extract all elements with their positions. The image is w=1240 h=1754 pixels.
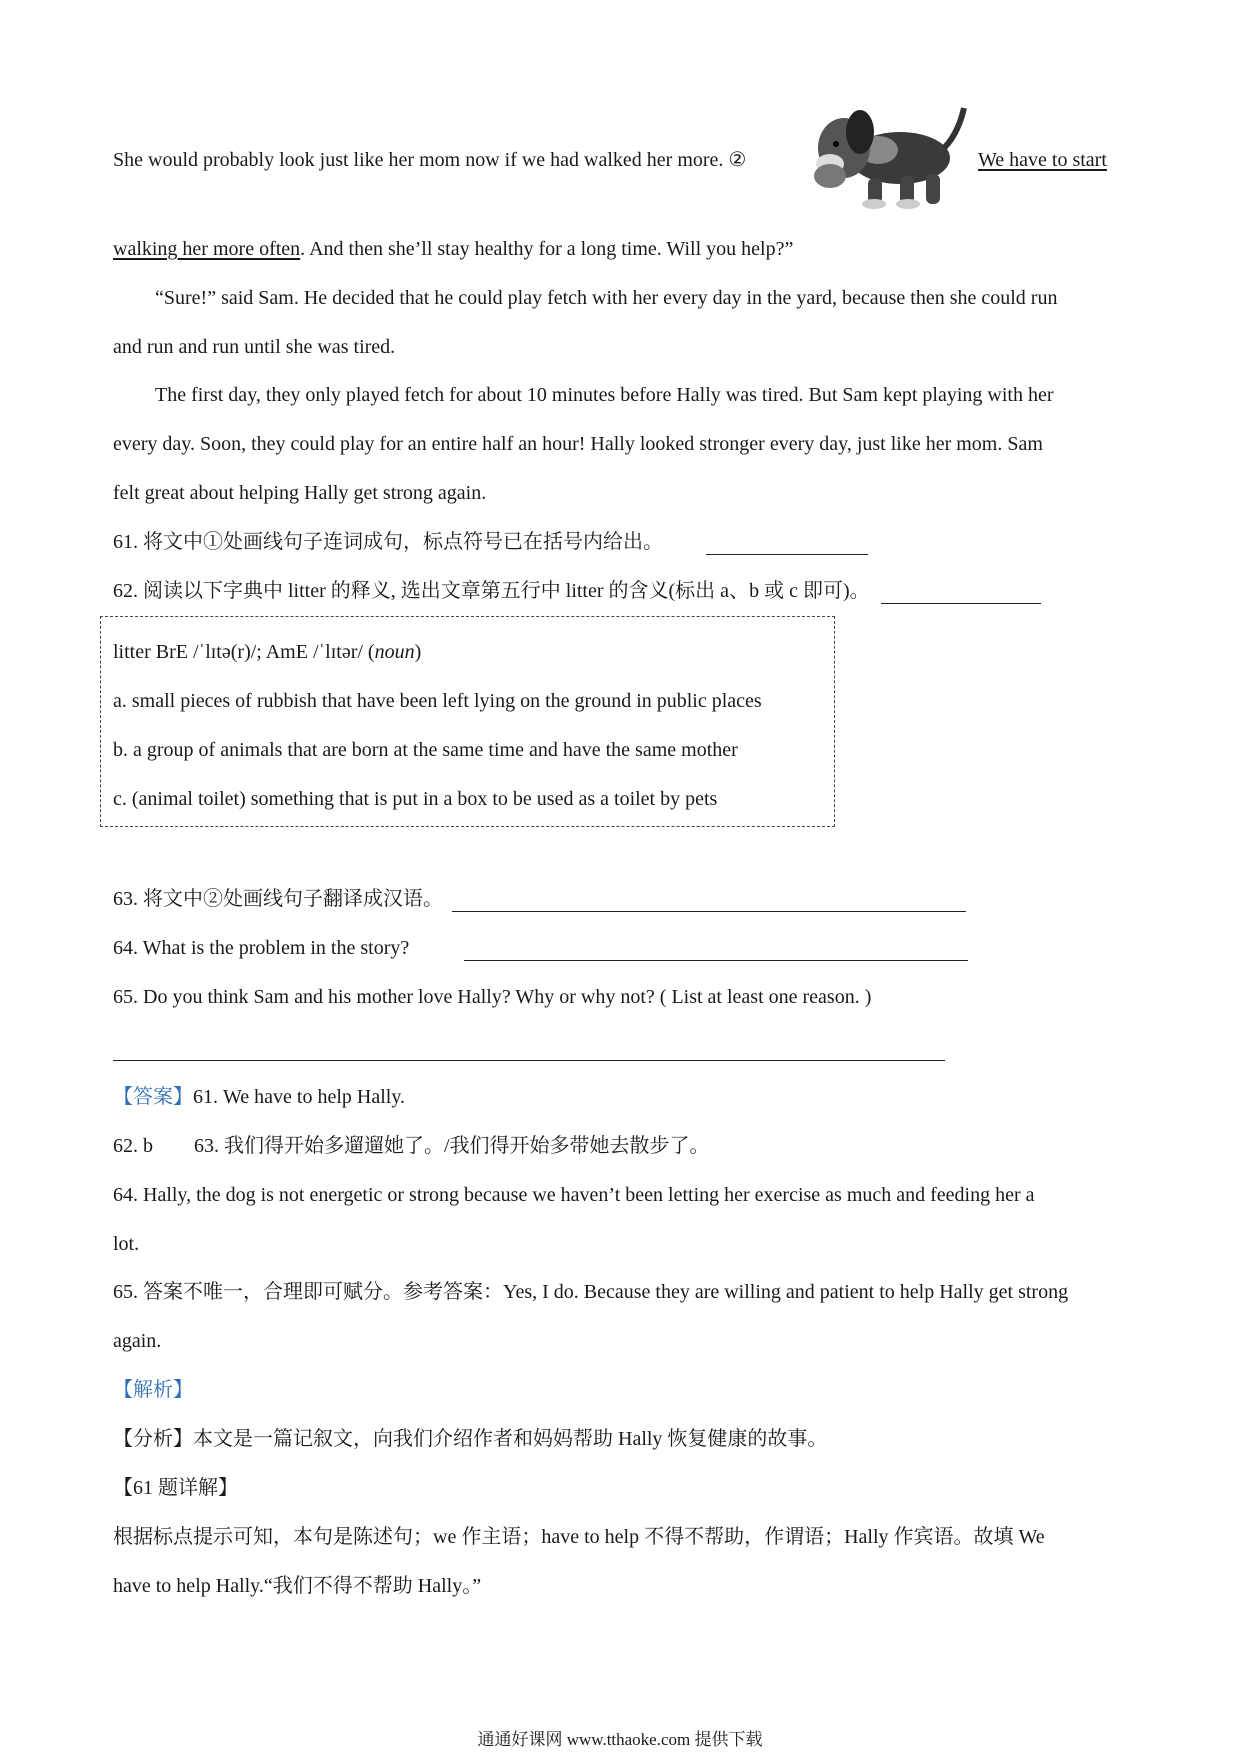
story-para3-line3: felt great about helping Hally get strong again.: [113, 482, 487, 504]
answer-62-63: [113, 1133, 710, 1159]
part-of-speech: noun: [374, 641, 415, 663]
puppy-dog-image: [808, 104, 968, 210]
story-text: . And then she’ll stay healthy for a long time. Will you help?”: [300, 238, 794, 260]
q61-detail-heading: 【61 题详解】: [113, 1477, 238, 1499]
answer-65-line1: 65. 答案不唯一，合理即可赋分。参考答案：Yes, I do. Because they are willing and patient to help Hally get strong: [113, 1281, 1069, 1303]
answer-blank-65[interactable]: [113, 1038, 945, 1061]
question-64-text: 64. What is the problem in the story?: [113, 937, 410, 959]
dictionary-definition-b: b. a group of animals that are born at the same time and have the same mother: [113, 739, 738, 761]
question-63-text: 63. 将文中②处画线句子翻译成汉语。: [113, 888, 443, 910]
analysis-summary: 【分析】本文是一篇记叙文，向我们介绍作者和妈妈帮助 Hally 恢复健康的故事。: [113, 1428, 828, 1450]
story-para3-line1: The first day, they only played fetch for about 10 minutes before Hally was tired. But Sam kept playing with her: [155, 384, 1054, 406]
story-line-2: [113, 236, 793, 262]
story-para2-line2: and run and run until she was tired.: [113, 336, 396, 358]
answer-62-text: 62. b: [113, 1135, 153, 1157]
story-text: She would probably look just like her mom now if we had walked her more. ②: [113, 149, 747, 171]
q61-detail-line2: have to help Hally.“我们不得不帮助 Hally。”: [113, 1575, 482, 1597]
answer-61: [113, 1084, 405, 1110]
dictionary-box: [100, 616, 835, 827]
dictionary-definition-a: a. small pieces of rubbish that have been left lying on the ground in public places: [113, 690, 762, 712]
answer-blank-63[interactable]: [452, 889, 966, 912]
underlined-sentence-start: [978, 147, 1107, 173]
q61-detail-line1: 根据标点提示可知，本句是陈述句；we 作主语；have to help 不得不帮助，作谓语；Hally 作宾语。故填 We: [113, 1526, 1045, 1548]
answer-blank-62[interactable]: [881, 581, 1041, 604]
dictionary-headword: litter BrE /ˈlɪtə(r)/; AmE /ˈlɪtər/ (noun): [113, 641, 422, 663]
question-64: [113, 935, 968, 961]
question-62-text: 62. 阅读以下字典中 litter 的释义, 选出文章第五行中 litter 的含义(标出 a、b 或 c 即可)。: [113, 580, 870, 602]
answer-63-text: 63. 我们得开始多遛遛她了。/我们得开始多带她去散步了。: [194, 1135, 710, 1157]
answer-64-line1: 64. Hally, the dog is not energetic or strong because we haven’t been letting her exercise as much and feeding her a: [113, 1184, 1035, 1206]
question-61: [113, 529, 868, 555]
question-61-text: 61. 将文中①处画线句子连词成句，标点符号已在括号内给出。: [113, 531, 663, 553]
question-63: [113, 886, 966, 912]
page-footer: 通通好课网 www.tthaoke.com 提供下载: [477, 1730, 763, 1749]
answer-blank-64[interactable]: [464, 938, 968, 961]
answer-64-line2: lot.: [113, 1233, 140, 1255]
question-65: 65. Do you think Sam and his mother love Hally? Why or why not? ( List at least one reason. ): [113, 986, 872, 1008]
underlined-sentence-part-1: We have to start: [978, 149, 1107, 171]
dictionary-definition-c: c. (animal toilet) something that is put in a box to be used as a toilet by pets: [113, 788, 718, 810]
underlined-sentence-part-2: walking her more often: [113, 238, 301, 260]
answer-blank-61[interactable]: [706, 532, 868, 555]
story-line-1: [113, 147, 746, 173]
answer-65-line2: again.: [113, 1330, 162, 1352]
story-para3-line2: every day. Soon, they could play for an entire half an hour! Hally looked stronger every day, just like her mom. Sam: [113, 433, 1043, 455]
answer-label: 【答案】: [113, 1086, 193, 1108]
answer-61-text: 61. We have to help Hally.: [193, 1086, 406, 1108]
analysis-label: 【解析】: [113, 1379, 193, 1401]
story-para2-line1: “Sure!” said Sam. He decided that he could play fetch with her every day in the yard, because then she could run: [155, 287, 1058, 309]
question-62: [113, 578, 1041, 604]
